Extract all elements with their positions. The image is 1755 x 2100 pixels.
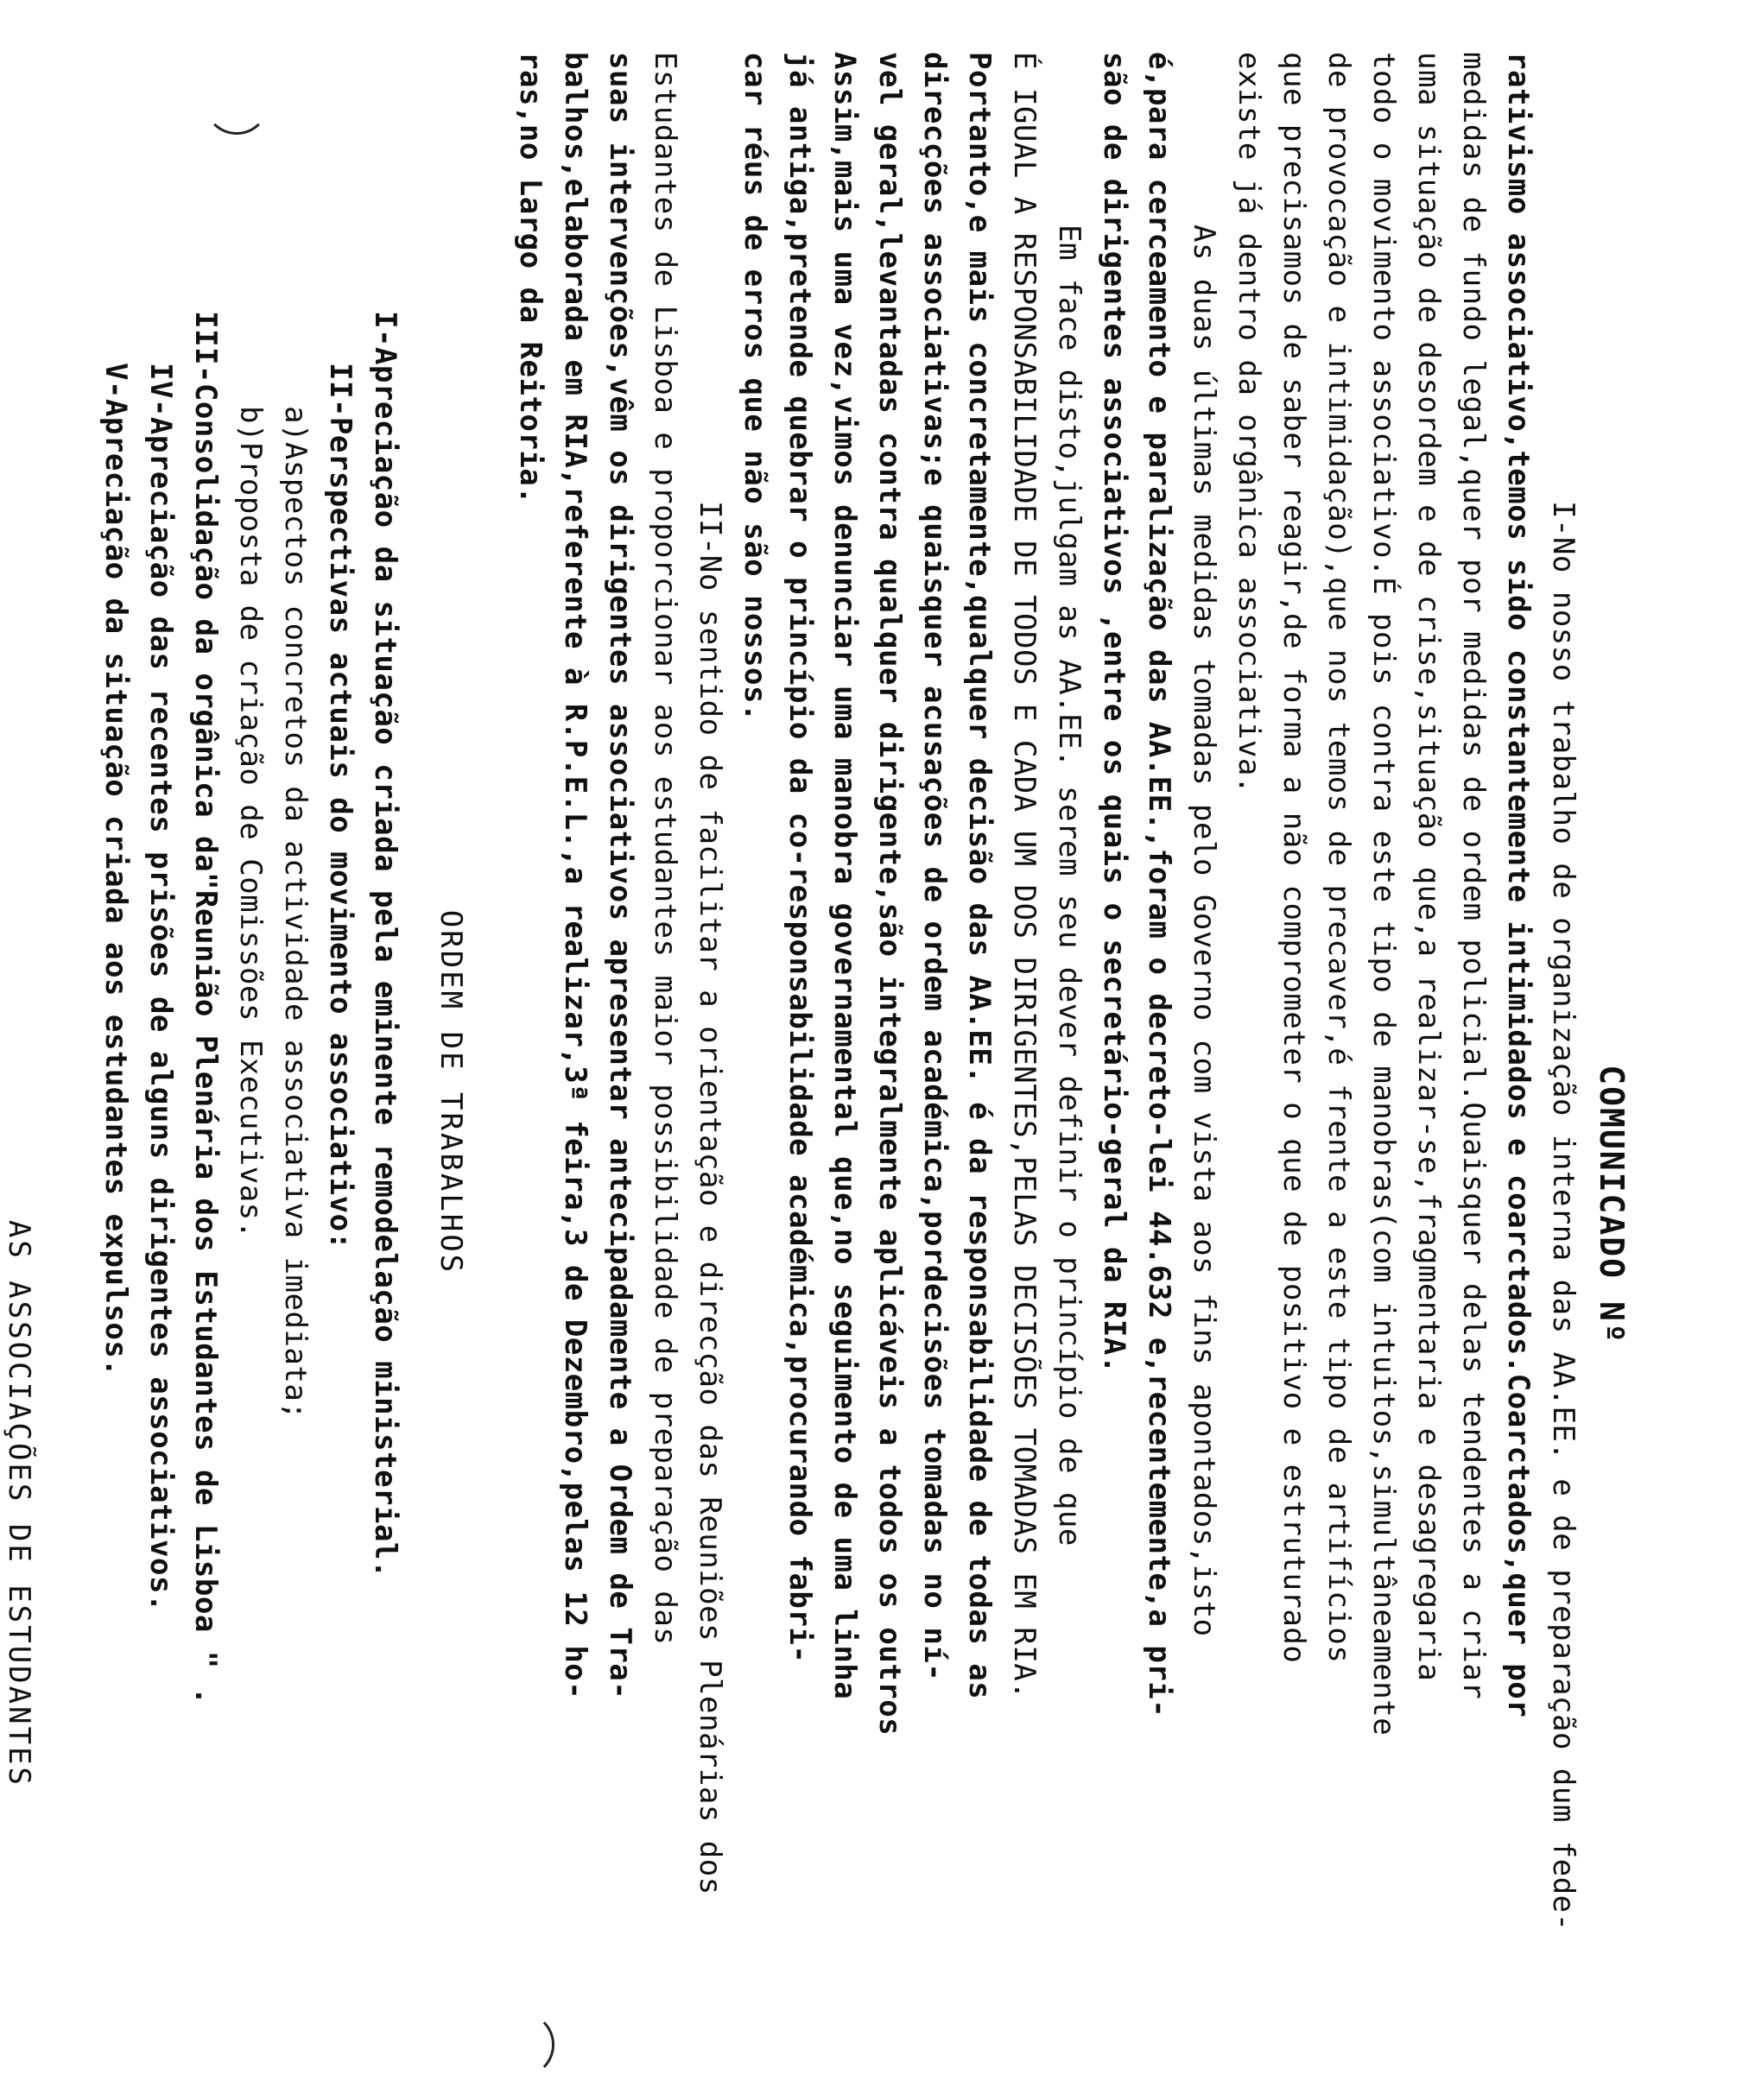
agenda-item: II-Perspectivas actuais do movimento associativo:	[323, 363, 358, 1250]
paragraph-line: é,para cerceamento e paralização das AA.EE.,foram o decreto-lei 44.632 e,recentemente,a pri-	[1142, 52, 1176, 1718]
section-1-line: todo o movimento associativo.É pois contra este tipo de manobras(com intuitos,simultâneamente	[1366, 52, 1401, 1736]
paragraph-line: direcções associativas;e quaisquer acusações de ordem académica,pordecisões tomadas no ní-	[917, 52, 952, 1682]
section-2-line: suas intervenções,vêm os dirigentes associativos apresentar antecipadamente a Ordem de Tra-	[603, 52, 637, 1700]
section-2-line: balhos,elaborada em RIA,referente à R.P.E.L.,a realizar,3ª feira,3 de Dezembro,pelas 12 ho-	[558, 52, 592, 1700]
section-1-line: rativismo associativo,temos sido constantemente intimidados e coarctados.Coarctados,quer por	[1501, 52, 1536, 1718]
agenda-item: III-Consolidação da orgânica da"Reunião Plenária dos Estudantes de Lisboa " .	[188, 311, 223, 1705]
paragraph-responsibility	[732, 52, 1092, 2029]
section-2	[508, 52, 732, 2029]
agenda-item: IV-Apreciação das recentes prisões de alguns dirigentes associativos.	[143, 363, 178, 1612]
section-1-line: uma situação de desordem e de crise,situação que,a realizar-se,fragmentaria e desagregaria	[1411, 52, 1446, 1682]
agenda-item: I-Apreciação da situação criada pela eminente remodelação ministerial.	[368, 311, 402, 1578]
paragraph-line: já antiga,pretende quebrar o princípio da co-responsabilidade académica,procurando fabri-	[782, 52, 817, 1664]
paragraph-line: É IGUAL A RESPONSABILIDADE DE TODOS E CADA UM DOS DIRIGENTES,PELAS DECISÕES TOMADAS EM RIA.	[1007, 52, 1042, 1700]
agenda-title: ORDEM DE TRABALHOS	[434, 909, 468, 1275]
paragraph-line: Assim,mais uma vez,vimos denunciar uma manobra governamental que,no seguimento de uma linha	[827, 52, 862, 1700]
section-1-line: de provocação e intimidação),que nos temos de precaver,é frente a este tipo de artifícios	[1321, 52, 1356, 1664]
agenda-subitem: a)Aspectos concretos da actividade associativa imediata;	[278, 406, 313, 1420]
agenda-list	[93, 52, 408, 2029]
paragraph-line: Portanto,e mais concretamente,qualquer decisão das AA.EE. é da responsabilidade de todas as	[962, 52, 997, 1700]
paragraph-line: Em face disto,julgam as AA.EE. serem seu dever definir o princípio de que	[1052, 225, 1087, 1547]
paragraph-line: As duas últimas medidas tomadas pelo Governo com vista aos fins apontados,isto	[1187, 225, 1221, 1637]
section-2-line: Estudantes de Lisboa e proporcionar aos estudantes maior possibilidade de preparação das	[648, 52, 682, 1646]
section-2-line: ras,no Largo da Reitoria.	[513, 52, 548, 505]
section-1-line: medidas de fundo legal,quer por medidas de ordem policial.Quaisquer delas tendentes a criar	[1456, 52, 1491, 1700]
section-1-line: que precisamos de saber reagir,de forma a não comprometer o que de positivo e estruturado	[1277, 52, 1311, 1664]
signature: AS ASSOCIAÇÕES DE ESTUDANTES	[2, 1219, 36, 1787]
paragraph-line: vel geral,levantadas contra qualquer dirigente,são integralmente aplicáveis a todos os outros	[872, 52, 907, 1736]
agenda-item: V-Apreciação da situação criada aos estudantes expulsos.	[98, 363, 133, 1377]
document-title: COMUNICADO Nº	[1593, 1065, 1631, 1344]
section-1	[1226, 52, 1586, 2029]
agenda-subitem: b)Proposta de criação de Comissões Executivas.	[233, 406, 268, 1239]
paragraph-line: car réus de erros que não são nossos.	[738, 52, 772, 722]
section-2-heading-line: II-No sentido de facilitar a orientação e direcção das Reuniões Plenárias dos	[693, 501, 727, 1895]
paragraph-decree	[1092, 52, 1226, 2029]
section-1-heading-line: I-No nosso trabalho de organização interna das AA.EE. e de preparação dum fede-	[1546, 501, 1581, 1932]
communique-document	[0, 52, 1634, 2029]
section-1-line: existe já dentro da orgânica associativa.	[1232, 52, 1266, 794]
paragraph-line: são de dirigentes associativos ,entre os quais o secretário-geral da RIA.	[1097, 52, 1131, 1374]
